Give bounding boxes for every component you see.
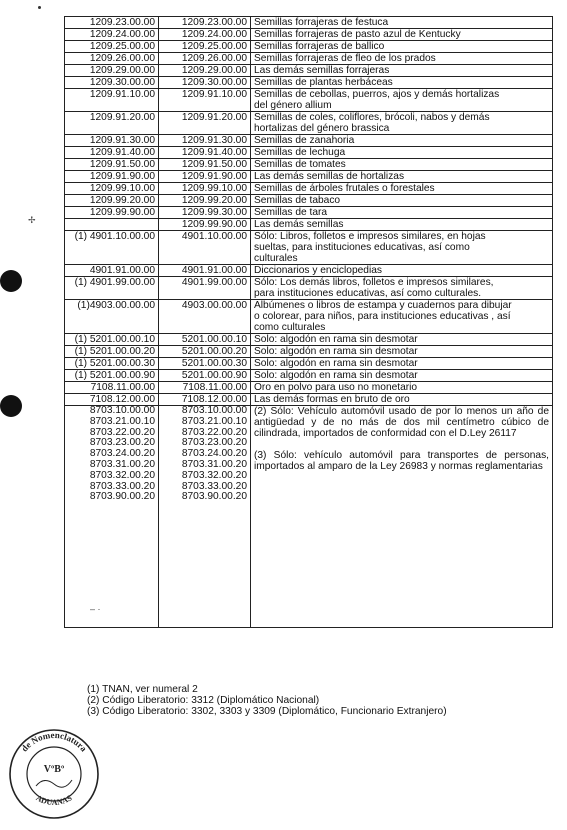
description-cell bbox=[251, 219, 553, 231]
vehicle-code: 8703.33.00.20 bbox=[181, 480, 247, 492]
code-cell-a: 1209.91.90.00 bbox=[65, 171, 159, 183]
code-cell-a: 1209.26.00.00 bbox=[65, 53, 159, 65]
description-line: Semillas de plantas herbáceas bbox=[254, 77, 393, 88]
description-line: como culturales bbox=[254, 322, 326, 333]
vehicle-note-2: (2) Sólo: Vehículo automóvil usado de por lo menos un año de antigüedad y de no más de dos mil centímetro cúbico de cilindrada, importados de conformidad con el D.Ley 26117 bbox=[254, 406, 549, 439]
table-row bbox=[65, 300, 553, 334]
description-cell bbox=[251, 53, 553, 65]
code-cell-b: 4901.91.00.00 bbox=[159, 265, 251, 277]
code-cell-a: 1209.29.00.00 bbox=[65, 65, 159, 77]
vehicle-block bbox=[65, 406, 553, 628]
table-row bbox=[65, 89, 553, 112]
code-cell-a: (1) 4901.99.00.00 bbox=[65, 277, 159, 300]
svg-text:ADUANAS bbox=[34, 793, 74, 807]
table-row bbox=[65, 77, 553, 89]
description-line: del género allium bbox=[254, 100, 332, 111]
code-cell-a: 1209.99.90.00 bbox=[65, 207, 159, 219]
code-cell-b: 5201.00.00.90 bbox=[159, 370, 251, 382]
vehicle-code: 8703.24.00.20 bbox=[181, 448, 247, 460]
vehicle-codes-a bbox=[65, 406, 159, 628]
vehicle-code: 8703.90.00.20 bbox=[89, 491, 155, 503]
code-cell-a: 1209.91.30.00 bbox=[65, 135, 159, 147]
description-line: o colorear, para niños, para instituciones educativas , así bbox=[254, 311, 511, 322]
table-row bbox=[65, 41, 553, 53]
description-line: Semillas forrajeras de festuca bbox=[254, 17, 389, 28]
description-cell bbox=[251, 159, 553, 171]
code-cell-b: 4903.00.00.00 bbox=[159, 300, 251, 334]
code-cell-a: 7108.12.00.00 bbox=[65, 394, 159, 406]
code-cell-a bbox=[65, 219, 159, 231]
code-cell-b: 1209.30.00.00 bbox=[159, 77, 251, 89]
description-cell bbox=[251, 300, 553, 334]
footnote-2: (2) Código Liberatorio: 3312 (Diplomático Nacional) bbox=[87, 695, 320, 706]
description-line: Sólo: Libros, folletos e impresos similares, en hojas bbox=[254, 231, 486, 242]
vehicle-code: 8703.22.00.20 bbox=[181, 426, 247, 438]
vehicle-code: 8703.32.00.20 bbox=[181, 469, 247, 481]
table-row bbox=[65, 29, 553, 41]
description-cell bbox=[251, 265, 553, 277]
description-cell bbox=[251, 41, 553, 53]
code-cell-a: (1) 4901.10.00.00 bbox=[65, 231, 159, 265]
code-cell-b: 1209.91.10.00 bbox=[159, 89, 251, 112]
vehicle-code: 8703.24.00.20 bbox=[89, 448, 155, 460]
description-line: Semillas de cebollas, puerros, ajos y demás hortalizas bbox=[254, 89, 500, 100]
description-line: Solo: algodón en rama sin desmotar bbox=[254, 358, 418, 369]
table-row bbox=[65, 171, 553, 183]
description-cell bbox=[251, 370, 553, 382]
code-cell-a: 1209.24.00.00 bbox=[65, 29, 159, 41]
description-line: Solo: algodón en rama sin desmotar bbox=[254, 334, 418, 345]
description-line: Semillas de árboles frutales o forestales bbox=[254, 183, 435, 194]
description-line: Semillas forrajeras de fleo de los prados bbox=[254, 53, 436, 64]
table-row bbox=[65, 382, 553, 394]
vehicle-code: 8703.21.00.10 bbox=[89, 415, 155, 427]
vehicle-code: 8703.21.00.10 bbox=[181, 415, 247, 427]
vehicle-code: 8703.10.00.00 bbox=[89, 405, 155, 416]
description-line: Semillas forrajeras de ballico bbox=[254, 41, 385, 52]
code-cell-b: 5201.00.00.30 bbox=[159, 358, 251, 370]
description-line: Semillas forrajeras de pasto azul de Kentucky bbox=[254, 29, 461, 40]
code-cell-b: 7108.11.00.00 bbox=[159, 382, 251, 394]
vehicle-code: 8703.22.00.20 bbox=[89, 426, 155, 438]
description-cell bbox=[251, 334, 553, 346]
code-cell-b: 1209.24.00.00 bbox=[159, 29, 251, 41]
code-cell-b: 1209.26.00.00 bbox=[159, 53, 251, 65]
vehicle-codes-b bbox=[159, 406, 251, 628]
table-row bbox=[65, 112, 553, 135]
table-row bbox=[65, 334, 553, 346]
description-line: Semillas de lechuga bbox=[254, 147, 346, 158]
vehicle-code: 8703.31.00.20 bbox=[181, 458, 247, 470]
table-row bbox=[65, 219, 553, 231]
description-line: Solo: algodón en rama sin desmotar bbox=[254, 370, 418, 381]
svg-text:de Nomenclatura bbox=[19, 730, 89, 754]
table-row bbox=[65, 265, 553, 277]
description-line: hortalizas del género brassica bbox=[254, 123, 390, 134]
description-cell bbox=[251, 171, 553, 183]
table-row bbox=[65, 231, 553, 265]
description-cell bbox=[251, 382, 553, 394]
description-line: sueltas, para instituciones educativas, así como bbox=[254, 242, 470, 253]
vehicle-code: 8703.32.00.20 bbox=[89, 469, 155, 481]
description-line: Las demás semillas de hortalizas bbox=[254, 171, 405, 182]
vehicle-code: 8703.23.00.20 bbox=[89, 437, 155, 449]
code-cell-b: 1209.29.00.00 bbox=[159, 65, 251, 77]
code-cell-b: 1209.91.90.00 bbox=[159, 171, 251, 183]
description-cell bbox=[251, 183, 553, 195]
description-line: Albúmenes o libros de estampa y cuadernos para dibujar bbox=[254, 300, 512, 311]
description-cell bbox=[251, 358, 553, 370]
speck-mark bbox=[38, 6, 41, 9]
vehicle-code: 8703.31.00.20 bbox=[89, 458, 155, 470]
code-cell-b: 5201.00.00.20 bbox=[159, 346, 251, 358]
code-cell-a: 1209.23.00.00 bbox=[65, 17, 159, 29]
footnotes bbox=[87, 684, 447, 717]
description-line: Semillas de coles, coliflores, brócoli, nabos y demás bbox=[254, 112, 490, 123]
code-cell-b: 1209.99.10.00 bbox=[159, 183, 251, 195]
table-row bbox=[65, 277, 553, 300]
vehicle-description bbox=[251, 406, 553, 628]
code-cell-b: 1209.91.30.00 bbox=[159, 135, 251, 147]
description-line: culturales bbox=[254, 253, 298, 264]
code-cell-a: 1209.25.00.00 bbox=[65, 41, 159, 53]
code-cell-b: 4901.99.00.00 bbox=[159, 277, 251, 300]
description-line: Las demás formas en bruto de oro bbox=[254, 394, 410, 405]
description-cell bbox=[251, 29, 553, 41]
tariff-table bbox=[64, 16, 553, 628]
code-cell-b: 1209.99.20.00 bbox=[159, 195, 251, 207]
vehicle-code: 8703.10.00.00 bbox=[181, 405, 247, 416]
code-cell-b: 1209.25.00.00 bbox=[159, 41, 251, 53]
code-cell-a: (1) 5201.00.00.90 bbox=[65, 370, 159, 382]
code-cell-b: 5201.00.00.10 bbox=[159, 334, 251, 346]
footnote-3: (3) Código Liberatorio: 3302, 3303 y 3309 (Diplomático, Funcionario Extranjero) bbox=[87, 706, 447, 717]
description-line: para instituciones educativas, así como culturales. bbox=[254, 288, 482, 299]
table-row bbox=[65, 159, 553, 171]
stamp-signature bbox=[36, 780, 72, 787]
code-cell-b: 1209.91.20.00 bbox=[159, 112, 251, 135]
punch-hole-bottom bbox=[0, 395, 22, 417]
description-cell bbox=[251, 147, 553, 159]
description-cell bbox=[251, 207, 553, 219]
description-cell bbox=[251, 231, 553, 265]
code-cell-a: (1)4903.00.00.00 bbox=[65, 300, 159, 334]
stamp-ring-bottom: ADUANAS bbox=[34, 793, 74, 807]
code-cell-a: (1) 5201.00.00.30 bbox=[65, 358, 159, 370]
code-cell-a: 1209.30.00.00 bbox=[65, 77, 159, 89]
description-cell bbox=[251, 346, 553, 358]
description-line: Semillas de zanahoria bbox=[254, 135, 355, 146]
code-cell-b: 7108.12.00.00 bbox=[159, 394, 251, 406]
description-cell bbox=[251, 17, 553, 29]
code-cell-a: (1) 5201.00.00.10 bbox=[65, 334, 159, 346]
description-line: Sólo: Los demás libros, folletos e impresos similares, bbox=[254, 277, 494, 288]
code-cell-b: 1209.99.90.00 bbox=[159, 219, 251, 231]
description-line: Las demás semillas forrajeras bbox=[254, 65, 390, 76]
table-row bbox=[65, 358, 553, 370]
table-row bbox=[65, 147, 553, 159]
code-cell-a: 4901.91.00.00 bbox=[65, 265, 159, 277]
table-row-vehicles bbox=[65, 406, 553, 628]
code-cell-a: 1209.91.10.00 bbox=[65, 89, 159, 112]
description-line: Semillas de tara bbox=[254, 207, 328, 218]
vehicle-code: 8703.33.00.20 bbox=[89, 480, 155, 492]
code-cell-b: 1209.99.30.00 bbox=[159, 207, 251, 219]
description-line: Diccionarios y enciclopedias bbox=[254, 265, 382, 276]
code-cell-a: 1209.99.10.00 bbox=[65, 183, 159, 195]
code-cell-a: 1209.91.50.00 bbox=[65, 159, 159, 171]
description-cell bbox=[251, 77, 553, 89]
code-cell-a: 1209.91.40.00 bbox=[65, 147, 159, 159]
description-cell bbox=[251, 89, 553, 112]
description-cell bbox=[251, 65, 553, 77]
code-cell-a: 1209.99.20.00 bbox=[65, 195, 159, 207]
description-line: Oro en polvo para uso no monetario bbox=[254, 382, 418, 393]
vehicle-code: 8703.23.00.20 bbox=[181, 437, 247, 449]
customs-stamp bbox=[8, 728, 100, 820]
table-row bbox=[65, 207, 553, 219]
table-row bbox=[65, 370, 553, 382]
code-cell-a: 7108.11.00.00 bbox=[65, 382, 159, 394]
table-row bbox=[65, 17, 553, 29]
code-cell-b: 4901.10.00.00 bbox=[159, 231, 251, 265]
vehicle-note-3: (3) Sólo: vehículo automóvil para transportes de personas, importados al amparo de la Ley 26983 y normas reglamentarias bbox=[254, 450, 549, 472]
vehicle-code: 8703.90.00.20 bbox=[181, 491, 247, 503]
description-line: Solo: algodón en rama sin desmotar bbox=[254, 346, 418, 357]
code-cell-b: 1209.91.50.00 bbox=[159, 159, 251, 171]
table-row bbox=[65, 53, 553, 65]
table-row bbox=[65, 135, 553, 147]
description-line: Las demás semillas bbox=[254, 219, 344, 230]
table-row bbox=[65, 183, 553, 195]
punch-hole-top bbox=[0, 270, 22, 292]
table-row bbox=[65, 65, 553, 77]
description-cell bbox=[251, 195, 553, 207]
description-line: Semillas de tomates bbox=[254, 159, 346, 170]
code-cell-a: 1209.91.20.00 bbox=[65, 112, 159, 135]
code-cell-b: 1209.91.40.00 bbox=[159, 147, 251, 159]
stamp-ring-top: de Nomenclatura bbox=[19, 729, 89, 754]
description-cell bbox=[251, 394, 553, 406]
table-row bbox=[65, 346, 553, 358]
table-row bbox=[65, 394, 553, 406]
smudge-mark-2: – · bbox=[90, 604, 101, 614]
description-line: Semillas de tabaco bbox=[254, 195, 341, 206]
smudge-mark: ✢ bbox=[28, 215, 36, 225]
tariff-table-body bbox=[65, 17, 553, 406]
table-row bbox=[65, 195, 553, 207]
code-cell-b: 1209.23.00.00 bbox=[159, 17, 251, 29]
code-cell-a: (1) 5201.00.00.20 bbox=[65, 346, 159, 358]
stamp-center: VºBº bbox=[43, 764, 65, 775]
footnote-1: (1) TNAN, ver numeral 2 bbox=[87, 684, 198, 695]
description-cell bbox=[251, 135, 553, 147]
description-cell bbox=[251, 277, 553, 300]
description-cell bbox=[251, 112, 553, 135]
